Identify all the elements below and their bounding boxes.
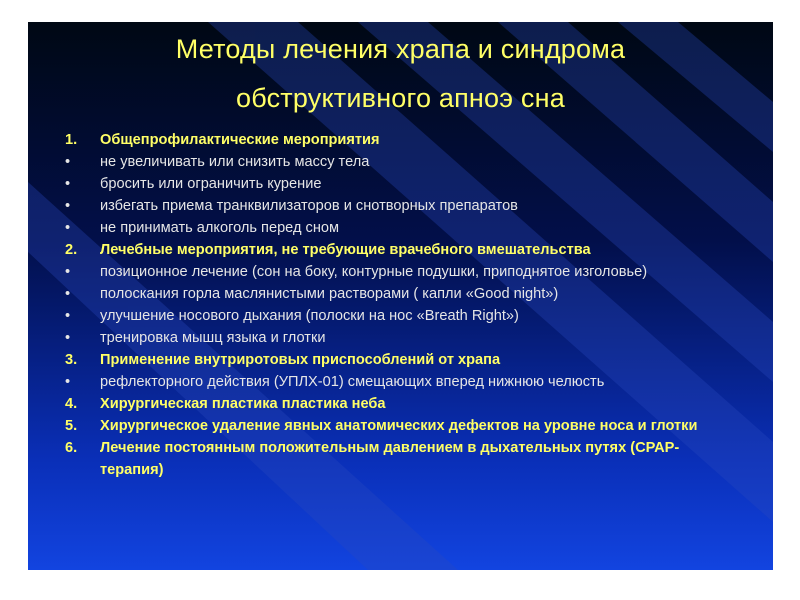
list-text: Хирургическое удаление явных анатомических дефектов на уровне носа и глотки [100,418,698,434]
list-heading-5 [65,415,737,437]
list-text: Лечение постоянным положительным давлением в дыхательных путях (СРАР-терапия) [100,440,680,478]
list-bullet [65,371,737,393]
slide-title-line-1: Методы лечения храпа и синдрома [175,34,626,64]
list-text: Применение внутриротовых приспособлений от храпа [100,352,501,368]
list-bullet [65,327,737,349]
treatment-list [65,129,737,481]
slide [28,22,773,570]
bullet-marker: • [65,308,71,324]
list-text: Хирургическая пластика пластика неба [100,396,386,412]
bullet-marker: • [65,330,71,346]
bullet-marker: • [65,154,71,170]
list-text: не увеличивать или снизить массу тела [100,154,370,170]
list-bullet [65,261,737,283]
list-text: рефлекторного действия (УПЛХ-01) смещающих вперед нижнюю челюсть [100,374,605,390]
bullet-marker: • [65,220,71,236]
list-bullet [65,151,737,173]
list-heading-4 [65,393,737,415]
list-heading-1 [65,129,737,151]
bullet-marker: • [65,374,71,390]
list-text: Лечебные мероприятия, не требующие врачебного вмешательства [100,242,591,258]
bullet-marker: • [65,198,71,214]
list-heading-2 [65,239,737,261]
list-marker: 6. [65,440,78,456]
list-text: позиционное лечение (сон на боку, контурные подушки, приподнятое изголовье) [100,264,648,280]
list-bullet [65,305,737,327]
bullet-marker: • [65,286,71,302]
slide-title-line-2: обструктивного апноэ сна [236,83,565,113]
list-text: бросить или ограничить курение [100,176,322,192]
list-bullet [65,195,737,217]
list-heading-6 [65,437,737,481]
list-marker: 1. [65,132,78,148]
list-text: тренировка мышц языка и глотки [100,330,326,346]
bullet-marker: • [65,176,71,192]
list-marker: 5. [65,418,78,434]
bullet-marker: • [65,264,71,280]
list-bullet [65,217,737,239]
list-marker: 3. [65,352,78,368]
list-marker: 4. [65,396,78,412]
list-text: улучшение носового дыхания (полоски на нос «Breath Right») [100,308,519,324]
list-bullet [65,283,737,305]
list-text: не принимать алкоголь перед сном [100,220,340,236]
list-text: избегать приема транквилизаторов и снотворных препаратов [100,198,518,214]
list-text: полоскания горла маслянистыми растворами ( капли «Good night») [100,286,559,302]
list-text: Общепрофилактические мероприятия [100,132,380,148]
list-bullet [65,173,737,195]
list-marker: 2. [65,242,78,258]
list-heading-3 [65,349,737,371]
